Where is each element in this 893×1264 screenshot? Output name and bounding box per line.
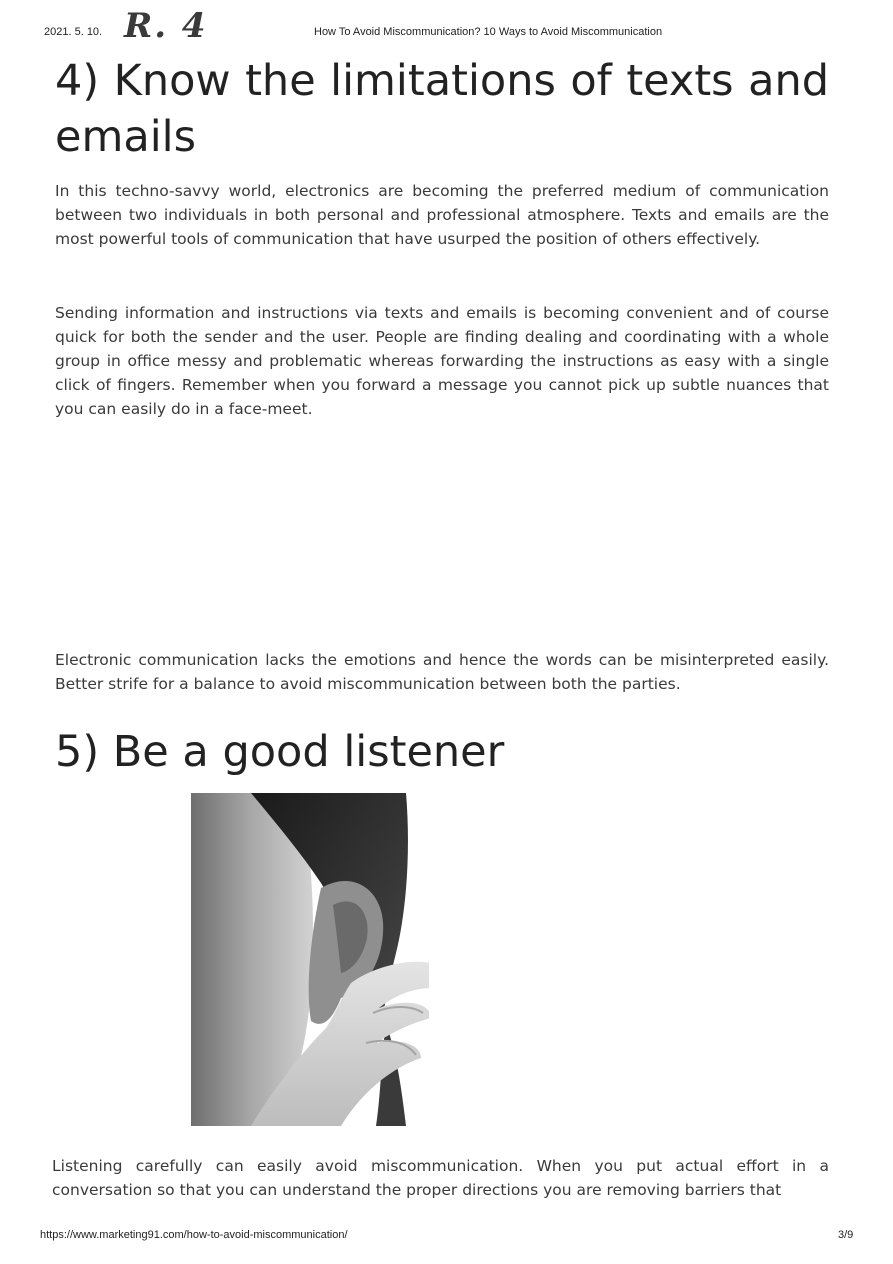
section-4-paragraph-1: In this techno-savvy world, electronics are becoming the preferred medium of communication between two individuals in both personal and professional atmosphere. Texts and emails are the most powerful tools of communication that have usurped the position of others effectively. <box>55 182 829 248</box>
handwritten-mark: R. 4 <box>124 6 208 46</box>
print-date: 2021. 5. 10. <box>44 26 103 38</box>
document-title: How To Avoid Miscommunication? 10 Ways to Avoid Miscommunication <box>314 26 663 38</box>
section-5-heading: 5) Be a good listener <box>55 727 505 777</box>
footer-url: https://www.marketing91.com/how-to-avoid-miscommunication/ <box>40 1229 348 1241</box>
section-4-paragraph-2: Sending information and instructions via texts and emails is becoming convenient and of course quick for both the sender and the user. People are finding dealing and coordinating with a whole group in office messy and problematic whereas forwarding the instructions as easy with a single click of fingers. Remember when you forward a message you cannot pick up subtle nuances that you can easily do in a face-meet. <box>55 304 829 418</box>
page-number: 3/9 <box>838 1229 854 1241</box>
ear-listening-photo <box>191 793 429 1126</box>
section-4-paragraph-3: Electronic communication lacks the emotions and hence the words can be misinterpreted easily. Better strife for a balance to avoid miscommunication between both the parties. <box>55 651 829 693</box>
section-5-paragraph-1: Listening carefully can easily avoid miscommunication. When you put actual effort in a conversation so that you can understand the proper directions you are removing barriers that <box>52 1157 829 1199</box>
section-4-heading: 4) Know the limitations of texts and emails <box>55 56 829 162</box>
